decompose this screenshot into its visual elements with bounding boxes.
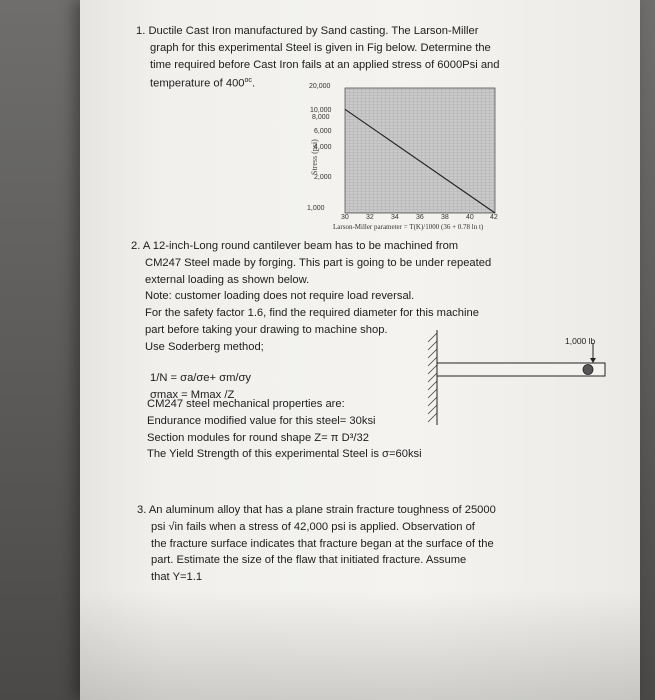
wall-hatch <box>428 333 437 422</box>
q2-line: Note: customer loading does not require load reversal. <box>145 290 415 303</box>
chart-svg <box>305 80 510 240</box>
q2-line: For the safety factor 1.6, find the required diameter for this machine <box>145 307 479 320</box>
x-axis-caption: Larson-Miller parameter = T(K)/1000 (36 + 0.78 ln t) <box>333 223 484 231</box>
x-tick: 36 <box>416 214 424 221</box>
q3-line: psi √in fails when a stress of 42,000 psi is applied. Observation of <box>151 520 475 533</box>
y-tick: 8,000 <box>312 114 330 121</box>
x-tick: 34 <box>391 214 399 221</box>
y-axis-label: Stress (psi) <box>310 139 319 175</box>
q1-line: 1. Ductile Cast Iron manufactured by Sand casting. The Larson-Miller <box>136 25 479 37</box>
y-tick: 6,000 <box>314 128 332 135</box>
plot-area <box>345 88 495 213</box>
x-tick: 40 <box>466 214 474 221</box>
y-tick: 4,000 <box>314 144 332 151</box>
y-tick: 2,000 <box>314 174 332 181</box>
temp-unit: oc <box>244 77 252 85</box>
q3-line: part. Estimate the size of the flaw that initiated fracture. Assume <box>151 554 467 567</box>
y-tick: 10,000 <box>310 107 332 114</box>
paper-sheet <box>80 0 640 700</box>
q3-line: the fracture surface indicates that fracture began at the surface of the <box>151 537 494 550</box>
property-line: Endurance modified value for this steel= 30ksi <box>147 414 376 427</box>
x-tick: 42 <box>490 214 498 221</box>
q2-line: Use Soderberg method; <box>145 340 264 353</box>
larson-miller-chart <box>305 80 510 240</box>
x-tick: 30 <box>341 214 349 221</box>
load-label: 1,000 lb <box>565 336 596 346</box>
beam-body <box>437 363 605 376</box>
property-line: The Yield Strength of this experimental Steel is σ=60ksi <box>147 448 422 461</box>
q3-line: 3. An aluminum alloy that has a plane strain fracture toughness of 25000 <box>137 504 496 516</box>
q2-line: CM247 Steel made by forging. This part is going to be under repeated <box>145 256 492 269</box>
load-arrowhead <box>590 358 596 363</box>
temp-end: . <box>251 78 256 91</box>
x-tick: 32 <box>366 214 374 221</box>
q2-line: 2. A 12-inch-Long round cantilever beam has to be machined from <box>131 240 459 252</box>
q2-line: external loading as shown below. <box>145 273 310 286</box>
q1-line: time required before Cast Iron fails at an applied stress of 6000Psi and <box>150 58 500 71</box>
q3-line: that Y=1.1 <box>151 571 203 584</box>
beam-cross-section <box>583 365 593 375</box>
property-line: CM247 steel mechanical properties are: <box>147 398 345 410</box>
equation-2: σmax = Mmax /Z <box>150 388 235 401</box>
y-tick: 20,000 <box>309 83 331 90</box>
x-tick: 38 <box>441 214 449 221</box>
y-tick: 1,000 <box>307 205 325 212</box>
q1-line: graph for this experimental Steel is given in Fig below. Determine the <box>150 41 491 54</box>
equation-1: 1/N = σa/σe+ σm/σy <box>150 372 251 384</box>
q2-line: part before taking your drawing to machine shop. <box>145 323 388 336</box>
q1-line-text: temperature of 400 <box>150 78 245 91</box>
property-line: Section modules for round shape Z= π D³/32 <box>147 431 369 444</box>
question-3 <box>137 502 577 586</box>
